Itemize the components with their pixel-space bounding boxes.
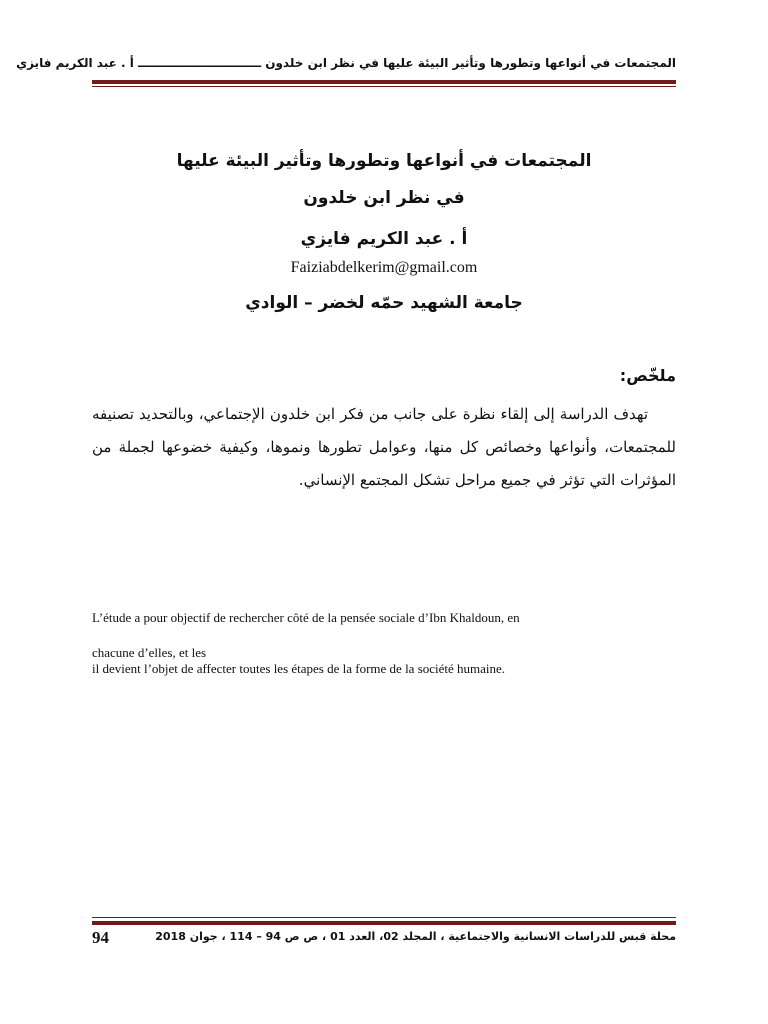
header-rule-thick [92,80,676,84]
journal-citation: محلة قبس للدراسات الانسانية والاجتماعية ، المجلد 02، العدد 01 ، ص ص 94 – 114 ، جوان 2018 [155,930,676,943]
author-affiliation: جامعة الشهيد حمّه لخضر – الوادي [245,293,523,313]
footer-rule-thick [92,921,676,925]
french-abstract-line2: chacune d’elles, et les [92,645,207,660]
running-title: المجتمعات في أنواعها وتطورها وتأثير البيئة عليها في نظر ابن خلدون ــــــــــــــــــــــــــــــ أ . عبد الكريم فايزي [16,56,676,70]
french-abstract-line3: il devient l’objet de affecter toutes les étapes de la forme de la société humaine. [92,661,506,676]
author-email: Faiziabdelkerim@gmail.com [290,259,478,276]
article-title-line2: في نظر ابن خلدون [303,188,465,208]
abstract-heading: ملخّص: [619,366,676,385]
header-rule-thin [92,86,676,87]
footer-row [92,930,676,950]
article-title-line1: المجتمعات في أنواعها وتطورها وتأثير البيئة عليها [176,151,592,171]
page-number: 94 [92,928,109,947]
author-name: أ . عبد الكريم فايزي [300,229,468,249]
abstract-body: تهدف الدراسة إلى إلقاء نظرة على جانب من فكر ابن خلدون الإجتماعي، وبالتحديد تصنيفه للمجتمعات، وأنواعها وخصائص كل منها، وعوامل تطورها ونموها، وكيفية خضوعها لجملة من المؤثرات التي تؤثر في جميع مراحل تشكل المجتمع الإنساني. [92,405,676,489]
footer-rule-thin [92,917,676,918]
french-abstract-line1: L’étude a pour objectif de rechercher côté de la pensée sociale d’Ibn Khaldoun, en [92,610,520,625]
